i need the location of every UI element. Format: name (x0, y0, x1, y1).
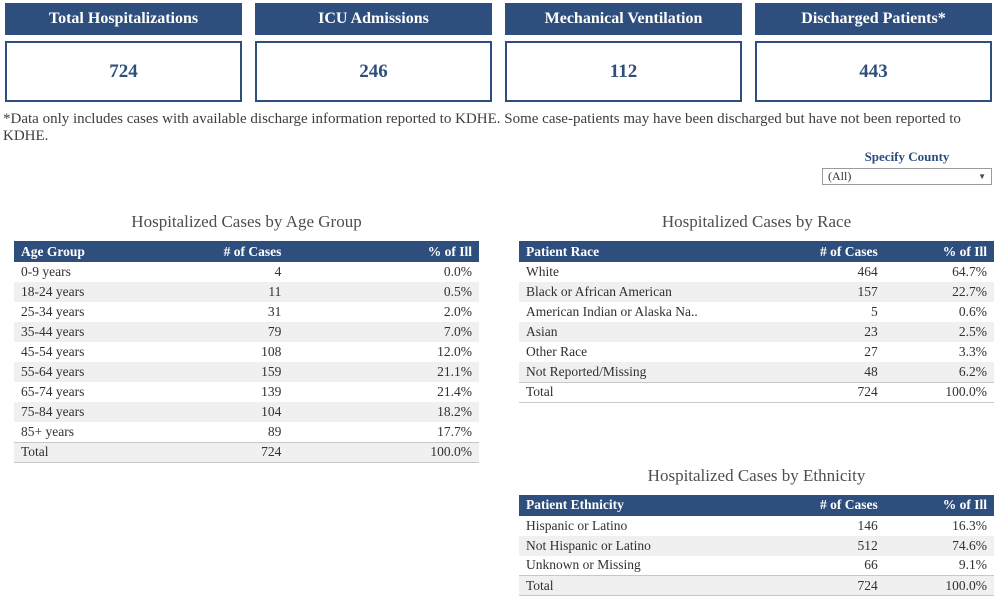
table-cell: Hispanic or Latino (526, 517, 628, 533)
race-table (519, 241, 994, 403)
right-tables-column (519, 212, 994, 596)
table-cell: 0.6% (958, 304, 987, 319)
table-cell: 2.5% (885, 322, 994, 342)
table-cell: 45-54 years (21, 344, 85, 359)
table-cell: 12.0% (437, 344, 472, 359)
kpi-card-value-box (755, 41, 992, 102)
column-header: % of Ill (288, 241, 479, 262)
table-row[interactable] (14, 322, 479, 342)
table-cell: 18.2% (288, 402, 479, 422)
table-cell: Total (519, 382, 757, 402)
table-cell: American Indian or Alaska Na.. (526, 304, 698, 319)
kpi-card-title: Discharged Patients* (755, 3, 992, 35)
table-cell: 48 (757, 362, 885, 382)
table-cell: 6.2% (885, 362, 994, 382)
table-cell: 35-44 years (14, 322, 172, 342)
table-cell: White (526, 264, 559, 279)
table-total-row[interactable] (519, 382, 994, 402)
kpi-card-title: Mechanical Ventilation (505, 3, 742, 35)
table-cell: 18-24 years (14, 282, 172, 302)
kpi-card-value: 724 (109, 60, 138, 82)
table-cell: 159 (172, 362, 288, 382)
table-cell: 89 (267, 423, 282, 439)
table-cell: 3.3% (958, 344, 987, 359)
kpi-card-discharged-patients (755, 3, 992, 102)
table-cell: 65-74 years (21, 384, 85, 399)
table-cell: Asian (519, 322, 757, 342)
kpi-card-icu-admissions (255, 3, 492, 102)
table-cell: Not Reported/Missing (519, 362, 757, 382)
table-cell: 23 (757, 322, 885, 342)
table-cell: 16.3% (952, 517, 987, 533)
table-cell: 21.1% (288, 362, 479, 382)
table-cell: 9.1% (958, 557, 987, 573)
table-cell: Total (14, 442, 172, 462)
table-row[interactable] (519, 362, 994, 382)
county-select-value: (All) (828, 169, 852, 183)
table-cell: 74.6% (885, 536, 994, 556)
table-cell: 66 (864, 557, 878, 573)
table-cell: 17.7% (437, 423, 472, 439)
kpi-card-value-box (505, 41, 742, 102)
ethnicity-table-section (519, 466, 994, 597)
table-cell: Total (519, 576, 757, 596)
table-cell: 100.0% (288, 442, 479, 462)
table-cell: 55-64 years (14, 362, 172, 382)
table-cell: 724 (757, 576, 885, 596)
column-header: % of Ill (885, 495, 994, 516)
table-cell: 31 (267, 304, 282, 319)
table-cell: 27 (864, 344, 878, 359)
table-cell: 11 (172, 282, 288, 302)
column-header: # of Cases (172, 241, 288, 262)
table-cell: Not Hispanic or Latino (519, 536, 757, 556)
kpi-card-value: 443 (859, 60, 888, 82)
table-cell: 79 (172, 322, 288, 342)
table-cell: 157 (757, 282, 885, 302)
age-table-title: Hospitalized Cases by Age Group (131, 212, 362, 231)
table-cell: 5 (871, 304, 878, 319)
table-cell: 25-34 years (21, 304, 85, 319)
race-table-section (519, 212, 994, 403)
table-cell: 108 (261, 344, 282, 359)
table-row[interactable] (14, 402, 479, 422)
table-row[interactable] (519, 342, 994, 362)
table-row[interactable] (519, 556, 994, 576)
kpi-card-value-box (255, 41, 492, 102)
table-cell: 464 (857, 264, 878, 279)
kpi-card-title: Total Hospitalizations (5, 3, 242, 35)
table-cell: 512 (757, 536, 885, 556)
column-header: # of Cases (757, 495, 885, 516)
table-row[interactable] (519, 302, 994, 322)
column-header: # of Cases (757, 241, 885, 262)
table-row[interactable] (14, 422, 479, 442)
kpi-card-value: 112 (609, 60, 638, 82)
column-header: Patient Race (519, 241, 757, 262)
county-select[interactable] (822, 168, 992, 185)
table-total-row[interactable] (14, 442, 479, 462)
kpi-card-title: ICU Admissions (255, 3, 492, 35)
ethnicity-table-header-row (519, 495, 994, 516)
table-cell: Unknown or Missing (526, 557, 641, 573)
table-row[interactable] (14, 302, 479, 322)
table-cell: 21.4% (437, 384, 472, 399)
table-cell: 0-9 years (21, 264, 71, 279)
age-table-section (14, 212, 479, 463)
table-cell: 4 (274, 264, 282, 279)
county-filter-label: Specify County (864, 149, 950, 164)
race-table-header-row (519, 241, 994, 262)
table-cell: 2.0% (443, 304, 472, 319)
table-cell: 0.5% (288, 282, 479, 302)
table-cell: 7.0% (288, 322, 479, 342)
table-row[interactable] (14, 362, 479, 382)
table-cell: 146 (857, 517, 878, 533)
table-cell: Black or African American (519, 282, 757, 302)
tables-area (0, 212, 1002, 596)
table-row[interactable] (519, 322, 994, 342)
race-table-title: Hospitalized Cases by Race (661, 212, 852, 231)
kpi-card-mechanical-ventilation (505, 3, 742, 102)
table-row[interactable] (519, 516, 994, 536)
table-row[interactable] (519, 282, 994, 302)
table-cell: 100.0% (885, 576, 994, 596)
kpi-card-value: 246 (359, 60, 388, 82)
table-cell: 0.0% (443, 264, 472, 279)
table-cell: 85+ years (21, 423, 74, 439)
column-header: Patient Ethnicity (519, 495, 757, 516)
kpi-card-total-hospitalizations (5, 3, 242, 102)
age-table-header-row (14, 241, 479, 262)
table-cell: 724 (172, 442, 288, 462)
kpi-cards (0, 0, 1002, 102)
table-cell: 22.7% (885, 282, 994, 302)
table-row[interactable] (14, 262, 479, 282)
table-total-row[interactable] (519, 576, 994, 596)
column-header: % of Ill (885, 241, 994, 262)
column-header: Age Group (14, 241, 172, 262)
table-cell: 104 (172, 402, 288, 422)
table-cell: 139 (261, 384, 282, 399)
table-row[interactable] (14, 342, 479, 362)
age-table (14, 241, 479, 463)
kpi-card-value-box (5, 41, 242, 102)
table-cell: 64.7% (952, 264, 987, 279)
ethnicity-table-title: Hospitalized Cases by Ethnicity (647, 465, 866, 485)
table-row[interactable] (14, 282, 479, 302)
table-row[interactable] (14, 382, 479, 402)
table-cell: 724 (757, 382, 885, 402)
table-cell: 75-84 years (14, 402, 172, 422)
discharge-footnote: *Data only includes cases with available discharge information reported to KDHE. Some case-patients may have been discharged but have not been reported to KDHE. (3, 111, 961, 144)
table-cell: 100.0% (885, 382, 994, 402)
dropdown-arrow-icon: ▼ (978, 171, 986, 181)
county-filter (822, 149, 992, 185)
table-cell: Other Race (526, 344, 588, 359)
ethnicity-table (519, 495, 994, 597)
table-row[interactable] (519, 262, 994, 282)
table-row[interactable] (519, 536, 994, 556)
